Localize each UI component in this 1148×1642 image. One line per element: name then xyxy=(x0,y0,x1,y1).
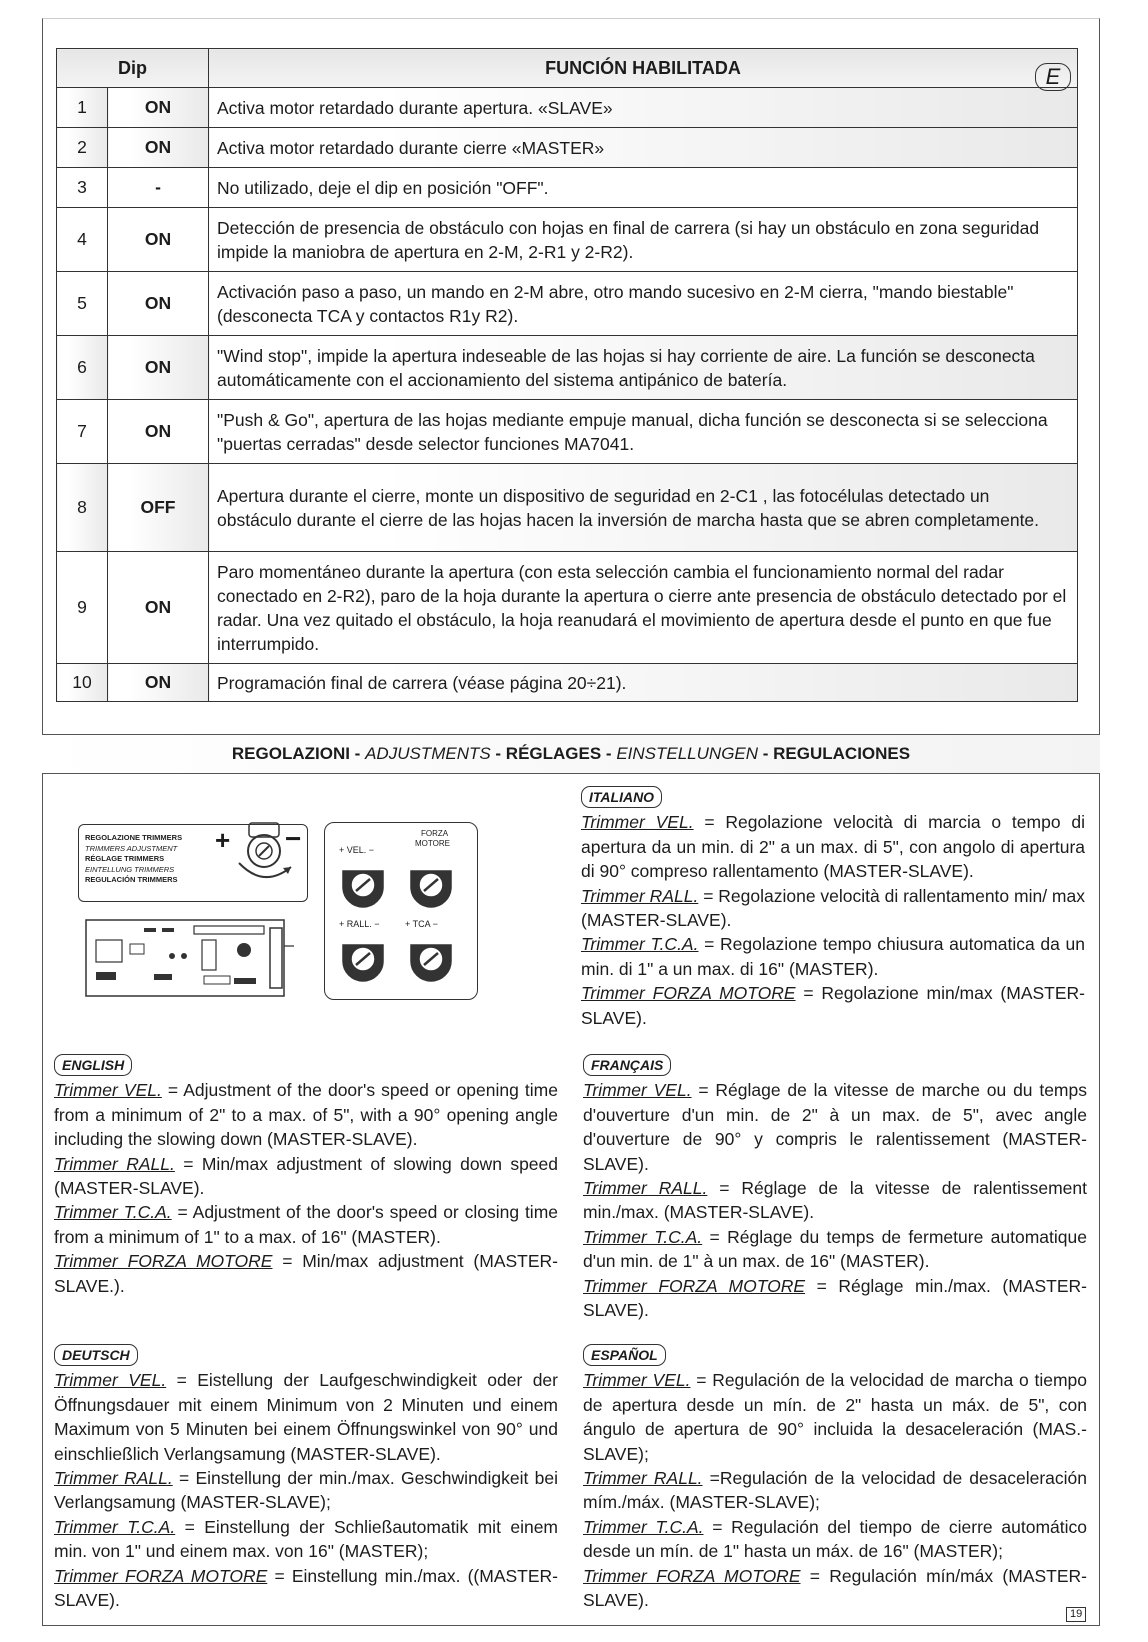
vel-label: + VEL. − xyxy=(339,845,375,855)
english-section xyxy=(54,1052,558,1298)
table-row xyxy=(57,88,1078,128)
rall-label: + RALL. − xyxy=(339,919,380,929)
title-part-es: - REGULACIONES xyxy=(758,744,911,763)
term-tca: Trimmer T.C.A. xyxy=(583,1226,703,1247)
dip-description: "Push & Go", apertura de las hojas mediante empuje manual, dicha función se desconecta si se selecciona "puertas cerradas" desde selector funciones MA7041. xyxy=(209,400,1078,464)
dip-number: 8 xyxy=(57,464,108,552)
deutsch-label: DEUTSCH xyxy=(54,1344,138,1366)
text-tca: = Réglage du temps de fermeture automatique d'un min. de 1" à un max. de 16" (MASTER). xyxy=(583,1226,1087,1272)
dip-state: ON xyxy=(108,336,209,400)
dip-description: Apertura durante el cierre, monte un dispositivo de seguridad en 2-C1 , las fotocélulas detectado un obstáculo durante el cierre de las hojas hacen la inversión de marcha hasta que se abren completamente. xyxy=(209,464,1078,552)
text-tca: = Regulación del tiempo de cierre automático desde un mín. de 1" hasta un máx. de 16" (MASTER); xyxy=(583,1516,1087,1562)
term-vel: Trimmer VEL. xyxy=(583,1080,692,1101)
text-tca: = Regolazione tempo chiusura automatica da un min. di 1" a un max. di 16" (MASTER). xyxy=(581,934,1085,979)
francais-label: FRANÇAIS xyxy=(583,1054,671,1076)
term-vel: Trimmer VEL. xyxy=(581,812,694,833)
trimmer-figure xyxy=(74,822,504,1004)
text-rall: = Einstellung der min./max. Geschwindigkeit bei Verlangsamung (MASTER-SLAVE); xyxy=(54,1468,558,1513)
dip-description: Programación final de carrera (véase página 20÷21). xyxy=(209,664,1078,702)
dip-state: ON xyxy=(108,664,209,702)
page-number: 19 xyxy=(1066,1607,1086,1622)
legend-line-es: REGULACIÓN TRIMMERS xyxy=(85,875,178,884)
legend-line-fr: RÉGLAGE TRIMMERS xyxy=(85,854,165,863)
legend-line-it: REGOLAZIONE TRIMMERS xyxy=(85,833,183,842)
english-label: ENGLISH xyxy=(54,1054,132,1076)
plus-sign: + xyxy=(215,825,231,855)
forza-label-2: MOTORE xyxy=(415,839,450,848)
dip-description: Detección de presencia de obstáculo con hojas en final de carrera (si hay un obstáculo en zona seguridad impide la maniobra de apertura en 2-M, 2-R1 y 2-R2). xyxy=(209,208,1078,272)
dip-number: 4 xyxy=(57,208,108,272)
language-badge: E xyxy=(1035,63,1071,91)
dip-function-table xyxy=(56,48,1078,702)
text-forza: = Min/max adjustment (MASTER-SLAVE.). xyxy=(54,1251,558,1296)
text-vel: = Réglage de la vitesse de marche ou du temps d'ouverture d'un min. de 2" à un max. de 5", avec angle d'ouverture de 90° y compris le ralentissement (MASTER-SLAVE). xyxy=(583,1080,1087,1174)
function-header xyxy=(209,49,1078,88)
term-forza: Trimmer FORZA MOTORE xyxy=(583,1565,801,1586)
dip-number: 7 xyxy=(57,400,108,464)
table-row xyxy=(57,400,1078,464)
table-row xyxy=(57,552,1078,664)
dip-state: ON xyxy=(108,272,209,336)
text-vel: = Eistellung der Laufgeschwindigkeit oder der Öffnungsdauer mit einem Minimum von 2 Minuten und einem Maximum von 5 Minuten bei einem Öffnungswinkel von 90° und einschließlich Verlangsamung (MASTER-SLAVE). xyxy=(54,1370,558,1464)
text-tca: = Einstellung der Schließautomatik mit einem min. von 1" und einem max. von 16" (MASTER); xyxy=(54,1516,558,1562)
control-board-image xyxy=(84,914,294,1000)
table-header-row xyxy=(57,49,1078,88)
term-forza: Trimmer FORZA MOTORE xyxy=(54,1251,273,1272)
term-rall: Trimmer RALL. xyxy=(581,885,699,906)
title-part-de: EINSTELLUNGEN xyxy=(616,744,759,763)
trimmer-legend-box xyxy=(78,824,308,902)
text-rall: = Regolazione velocità di rallentamento min/ max (MASTER-SLAVE). xyxy=(581,885,1085,931)
term-tca: Trimmer T.C.A. xyxy=(581,934,699,955)
trimmer-detail-box xyxy=(324,822,478,1000)
dip-description: Activación paso a paso, un mando en 2-M abre, otro mando sucesivo en 2-M cierra, "mando biestable" (desconecta TCA y contactos R1y R2). xyxy=(209,272,1078,336)
dip-number: 2 xyxy=(57,128,108,168)
term-forza: Trimmer FORZA MOTORE xyxy=(581,983,796,1004)
text-rall: = Min/max adjustment of slowing down speed (MASTER-SLAVE). xyxy=(54,1153,559,1199)
forza-label-1: FORZA xyxy=(421,829,449,838)
term-rall: Trimmer RALL. xyxy=(54,1468,173,1489)
dip-description: "Wind stop", impide la apertura indeseable de las hojas si hay corriente de aire. La función se desconecta automáticamente con el accionamiento del sistema antipánico de batería. xyxy=(209,336,1078,400)
text-rall: = Réglage de la vitesse de ralentissement min./max. (MASTER-SLAVE). xyxy=(583,1178,1087,1223)
table-row xyxy=(57,128,1078,168)
tca-label: + TCA − xyxy=(405,919,438,929)
term-vel: Trimmer VEL. xyxy=(583,1370,691,1391)
deutsch-section xyxy=(54,1342,558,1612)
term-tca: Trimmer T.C.A. xyxy=(583,1516,704,1537)
dip-number: 10 xyxy=(57,664,108,702)
text-forza: = Regolazione min/max (MASTER-SLAVE). xyxy=(581,983,1085,1028)
legend-line-en: TRIMMERS ADJUSTMENT xyxy=(85,843,178,853)
table-row xyxy=(57,464,1078,552)
table-row xyxy=(57,208,1078,272)
dip-number: 1 xyxy=(57,88,108,128)
term-tca: Trimmer T.C.A. xyxy=(54,1516,176,1537)
term-rall: Trimmer RALL. xyxy=(583,1178,708,1199)
term-tca: Trimmer T.C.A. xyxy=(54,1202,172,1223)
text-forza: = Einstellung min./max. ((MASTER-SLAVE). xyxy=(54,1565,558,1611)
title-part-it: REGOLAZIONI - xyxy=(231,744,366,763)
table-row xyxy=(57,664,1078,702)
francais-section xyxy=(583,1052,1087,1322)
text-tca: = Adjustment of the door's speed or closing time from a minimum of 1" to a max. of 16" (MASTER). xyxy=(54,1202,558,1247)
dip-header: Dip xyxy=(57,49,209,88)
term-vel: Trimmer VEL. xyxy=(54,1370,167,1391)
dip-state: ON xyxy=(108,552,209,664)
text-rall: =Regulación de la velocidad de desaceleración mím./máx. (MASTER-SLAVE); xyxy=(583,1468,1087,1513)
text-forza: = Réglage min./max. (MASTER-SLAVE). xyxy=(583,1275,1087,1321)
term-forza: Trimmer FORZA MOTORE xyxy=(54,1565,268,1586)
dip-state: OFF xyxy=(108,464,209,552)
text-vel: = Adjustment of the door's speed or opening time from a minimum of 2" to a max. of 5", with a 90° opening angle including the slowing down (MASTER-SLAVE). xyxy=(54,1080,558,1150)
table-row xyxy=(57,168,1078,208)
term-rall: Trimmer RALL. xyxy=(54,1153,175,1174)
minus-sign: − xyxy=(285,823,302,854)
text-forza: = Regulación mín/máx (MASTER-SLAVE). xyxy=(583,1565,1088,1611)
title-part-fr: - RÉGLAGES - xyxy=(490,744,617,763)
term-rall: Trimmer RALL. xyxy=(583,1468,703,1489)
dip-state: ON xyxy=(108,88,209,128)
dip-number: 6 xyxy=(57,336,108,400)
italiano-section xyxy=(581,784,1085,1030)
table-row xyxy=(57,272,1078,336)
espanol-label: ESPAÑOL xyxy=(583,1344,666,1366)
adjustments-section-title xyxy=(42,734,1100,774)
function-header-label: FUNCIÓN HABILITADA xyxy=(545,57,741,78)
term-forza: Trimmer FORZA MOTORE xyxy=(583,1275,806,1296)
dip-description: Paro momentáneo durante la apertura (con esta selección cambia el funcionamiento normal del radar conectado en 2-R2), paro de la hoja durante la apertura o cierre ante presencia de obstáculo detectado por el radar. Una vez quitado el obstáculo, la hoja reanudará el movimiento de apertura desde el punto en que fue interrumpido. xyxy=(209,552,1078,664)
italiano-label: ITALIANO xyxy=(581,786,662,808)
dip-description: Activa motor retardado durante cierre «MASTER» xyxy=(209,128,1078,168)
text-vel: = Regulación de la velocidad de marcha o tiempo de apertura desde un mín. de 2" hasta un máx. de 5", con ángulo de apertura de 90° incluida la desaceleración (MAS.-SLAVE); xyxy=(583,1370,1088,1464)
dip-number: 3 xyxy=(57,168,108,208)
table-row xyxy=(57,336,1078,400)
dip-description: No utilizado, deje el dip en posición "OFF". xyxy=(209,168,1078,208)
legend-line-de: EINTELLUNG TRIMMERS xyxy=(85,864,175,874)
dip-number: 5 xyxy=(57,272,108,336)
dip-state: - xyxy=(108,168,209,208)
dip-number: 9 xyxy=(57,552,108,664)
dip-description: Activa motor retardado durante apertura. «SLAVE» xyxy=(209,88,1078,128)
dip-state: ON xyxy=(108,128,209,168)
espanol-section xyxy=(583,1342,1087,1612)
dip-state: ON xyxy=(108,400,209,464)
text-vel: = Regolazione velocità di marcia o tempo di apertura da un min. di 2" a un max. di 5", con angolo di apertura di 90° compreso rallentamento (MASTER-SLAVE). xyxy=(581,812,1085,882)
term-vel: Trimmer VEL. xyxy=(54,1080,162,1101)
trimmer-knobs-icon xyxy=(325,823,475,993)
trimmer-adjust-icon xyxy=(229,819,302,893)
title-part-en: ADJUSTMENTS xyxy=(365,744,491,763)
dip-state: ON xyxy=(108,208,209,272)
